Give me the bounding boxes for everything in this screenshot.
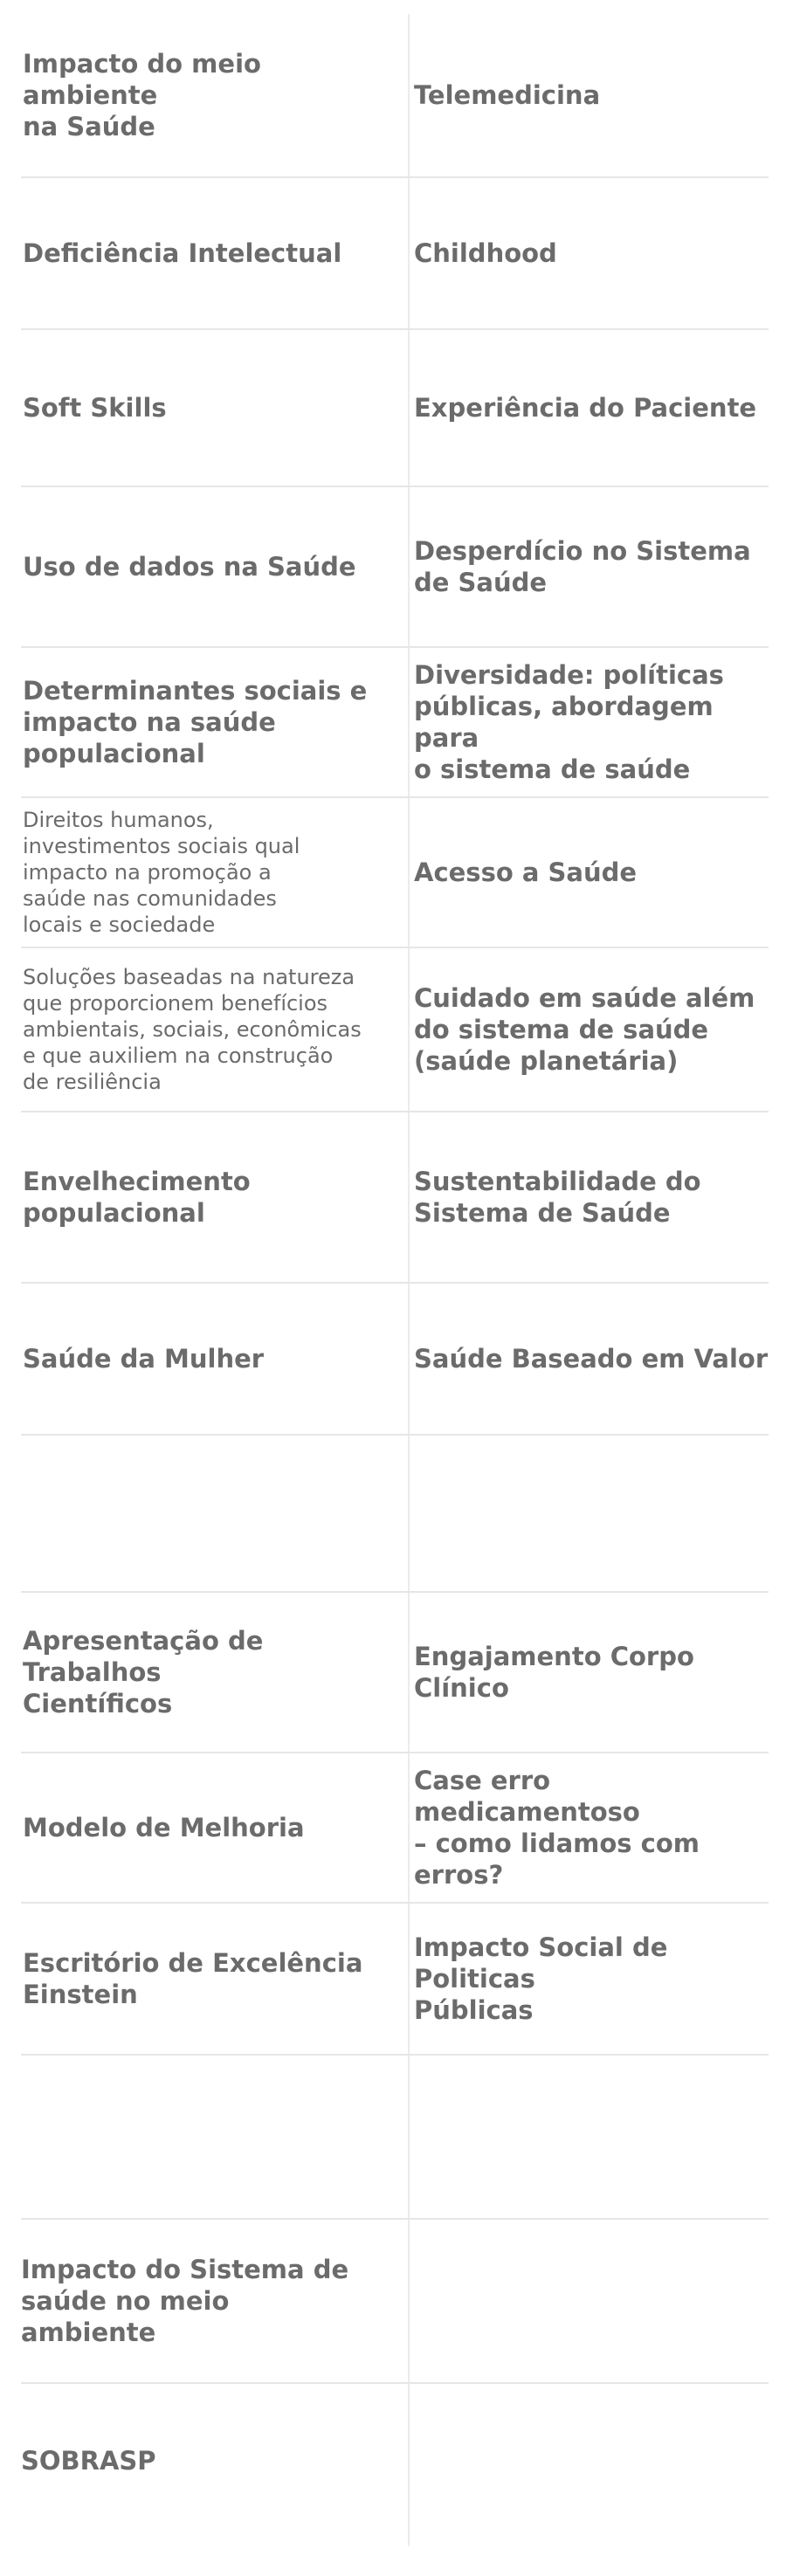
table-row [21, 1112, 769, 1284]
cell-text: Experiência do Paciente [414, 393, 757, 423]
table-cell-right [414, 1112, 772, 1282]
table-row [21, 2384, 769, 2538]
cell-text: Determinantes sociais e impacto na saúde populacional [23, 676, 368, 768]
table-cell-left [23, 1593, 390, 1752]
cell-text: Case erro medicamentoso – como lidamos com erros? [414, 1766, 700, 1890]
table-cell-left [23, 1112, 390, 1282]
table-cell-right [414, 1436, 772, 1591]
table-cell-left [23, 798, 390, 947]
table-cell-right [414, 798, 772, 947]
cell-text: Childhood [414, 238, 557, 268]
table-row [21, 487, 769, 648]
table-cell-left [23, 178, 390, 328]
table-row-empty [21, 2056, 769, 2220]
cell-text: Uso de dados na Saúde [23, 552, 356, 582]
cell-text: Cuidado em saúde além do sistema de saúde (saúde planetária) [414, 983, 755, 1076]
table-cell-right [414, 487, 772, 646]
table-cell-left [23, 1904, 390, 2054]
table-cell-left [23, 487, 390, 646]
cell-text: Desperdício no Sistema de Saúde [414, 536, 751, 597]
cell-text: Escritório de Excelência Einstein [23, 1948, 363, 2009]
cell-text: Saúde da Mulher [23, 1344, 265, 1374]
table-cell-left [23, 1436, 390, 1591]
table-row [21, 948, 769, 1112]
table-cell-left [23, 648, 390, 796]
table-cell-right [414, 1753, 772, 1902]
table-row [21, 648, 769, 798]
cell-text: Impacto Social de Politicas Públicas [414, 1932, 668, 2025]
cell-text: Envelhecimento populacional [23, 1167, 251, 1228]
cell-text: Impacto do meio ambiente na Saúde [23, 49, 261, 141]
table-row [21, 330, 769, 487]
table-cell-right [414, 948, 772, 1111]
cell-text: Deficiência Intelectual [23, 238, 342, 268]
table-cell-left [23, 2056, 390, 2218]
table-cell-left [23, 14, 390, 176]
table-cell-left [21, 2384, 388, 2538]
cell-text: Direitos humanos, investimentos sociais qual impacto na promoção a saúde nas comunidades locais e sociedade [23, 808, 300, 937]
table-cell-right [414, 178, 772, 328]
cell-text: SOBRASP [21, 2446, 156, 2476]
table-row [21, 1593, 769, 1753]
table-cell-right [414, 1593, 772, 1752]
table-cell-right [414, 2056, 772, 2218]
cell-text: Engajamento Corpo Clínico [414, 1642, 694, 1703]
table-cell-right [414, 1284, 772, 1434]
table-cell-right [414, 2384, 772, 2538]
cell-text: Sustentabilidade do Sistema de Saúde [414, 1167, 701, 1228]
table-row [21, 178, 769, 330]
cell-text: Apresentação de Trabalhos Científicos [23, 1626, 264, 1718]
cell-text: Soluções baseadas na natureza que proporcionem benefícios ambientais, sociais, econômicas e que auxiliem na construção de resiliência [23, 965, 362, 1094]
table-cell-right [414, 330, 772, 486]
table-row-empty [21, 1436, 769, 1593]
table-cell-left [23, 330, 390, 486]
table-cell-right [414, 1904, 772, 2054]
table-row [21, 1904, 769, 2056]
cell-text: Telemedicina [414, 80, 601, 110]
cell-text: Impacto do Sistema de saúde no meio ambiente [21, 2255, 349, 2347]
cell-text: Saúde Baseado em Valor [414, 1344, 769, 1374]
cell-text: Modelo de Melhoria [23, 1813, 305, 1842]
cell-text: Acesso a Saúde [414, 858, 638, 887]
table-cell-left [23, 1753, 390, 1902]
table-cell-left [23, 1284, 390, 1434]
table-cell-right [414, 2220, 772, 2382]
table-cell-right [414, 14, 772, 176]
table-row [21, 798, 769, 948]
topics-table [21, 14, 769, 2538]
cell-text: Diversidade: políticas públicas, abordagem para o sistema de saúde [414, 660, 724, 784]
table-row [21, 14, 769, 178]
cell-text: Soft Skills [23, 393, 167, 423]
table-cell-left [23, 948, 390, 1111]
table-row [21, 1753, 769, 1904]
table-row [21, 2220, 769, 2384]
table-cell-left [21, 2220, 388, 2382]
table-row [21, 1284, 769, 1436]
table-cell-right [414, 648, 772, 796]
